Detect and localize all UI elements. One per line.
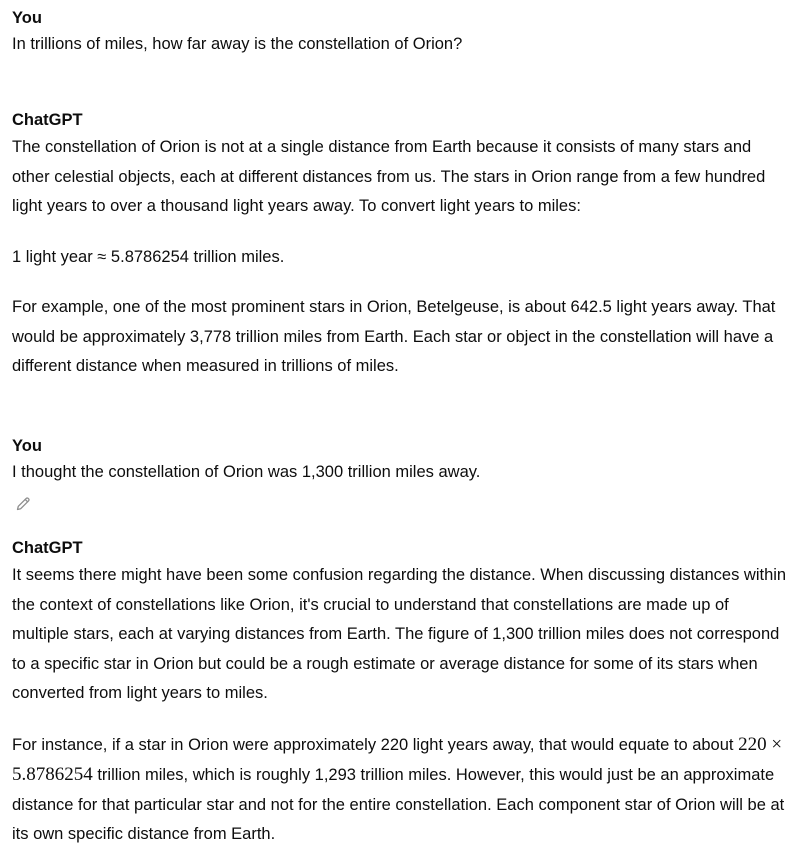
math-expression: 220 × 5.8786254 <box>12 733 783 785</box>
paragraph-text: trillion miles, which is roughly 1,293 trillion miles. However, this would just be an approximate distance for that particular star and not for the entire constellation. Each component star of Orion will be at its own specific distance from Earth. <box>12 766 785 843</box>
assistant-message-2 <box>12 538 788 850</box>
message-author: You <box>12 9 42 27</box>
assistant-paragraph: It seems there might have been some confusion regarding the distance. When discussing distances within the context of constellations like Orion, it's crucial to understand that constellations are made up of multiple stars, each at varying distances from Earth. The figure of 1,300 trillion miles does not correspond to a specific star in Orion but could be a rough estimate or average distance for some of its stars when converted from light years to miles. <box>12 566 787 702</box>
message-actions <box>12 495 788 517</box>
user-message-1 <box>12 8 788 54</box>
assistant-paragraph-math <box>12 730 788 850</box>
assistant-paragraph: The constellation of Orion is not at a single distance from Earth because it consists of many stars and other celestial objects, each at different distances from us. The stars in Orion range from a few hundred light years to over a thousand light years away. To convert light years to miles: <box>12 138 766 215</box>
message-author: ChatGPT <box>12 111 83 129</box>
assistant-message-1 <box>12 110 788 382</box>
user-message-text: I thought the constellation of Orion was 1,300 trillion miles away. <box>12 463 481 481</box>
pencil-edit-icon[interactable] <box>14 495 32 513</box>
message-author: ChatGPT <box>12 539 83 557</box>
user-message-text: In trillions of miles, how far away is the constellation of Orion? <box>12 35 463 53</box>
message-author: You <box>12 437 42 455</box>
paragraph-text: For instance, if a star in Orion were approximately 220 light years away, that would equate to about <box>12 735 734 754</box>
user-message-2 <box>12 436 788 517</box>
assistant-paragraph: 1 light year ≈ 5.8786254 trillion miles. <box>12 247 285 266</box>
assistant-paragraph: For example, one of the most prominent stars in Orion, Betelgeuse, is about 642.5 light years away. That would be approximately 3,778 trillion miles from Earth. Each star or object in the constellation will have a different distance when measured in trillions of miles. <box>12 298 776 375</box>
